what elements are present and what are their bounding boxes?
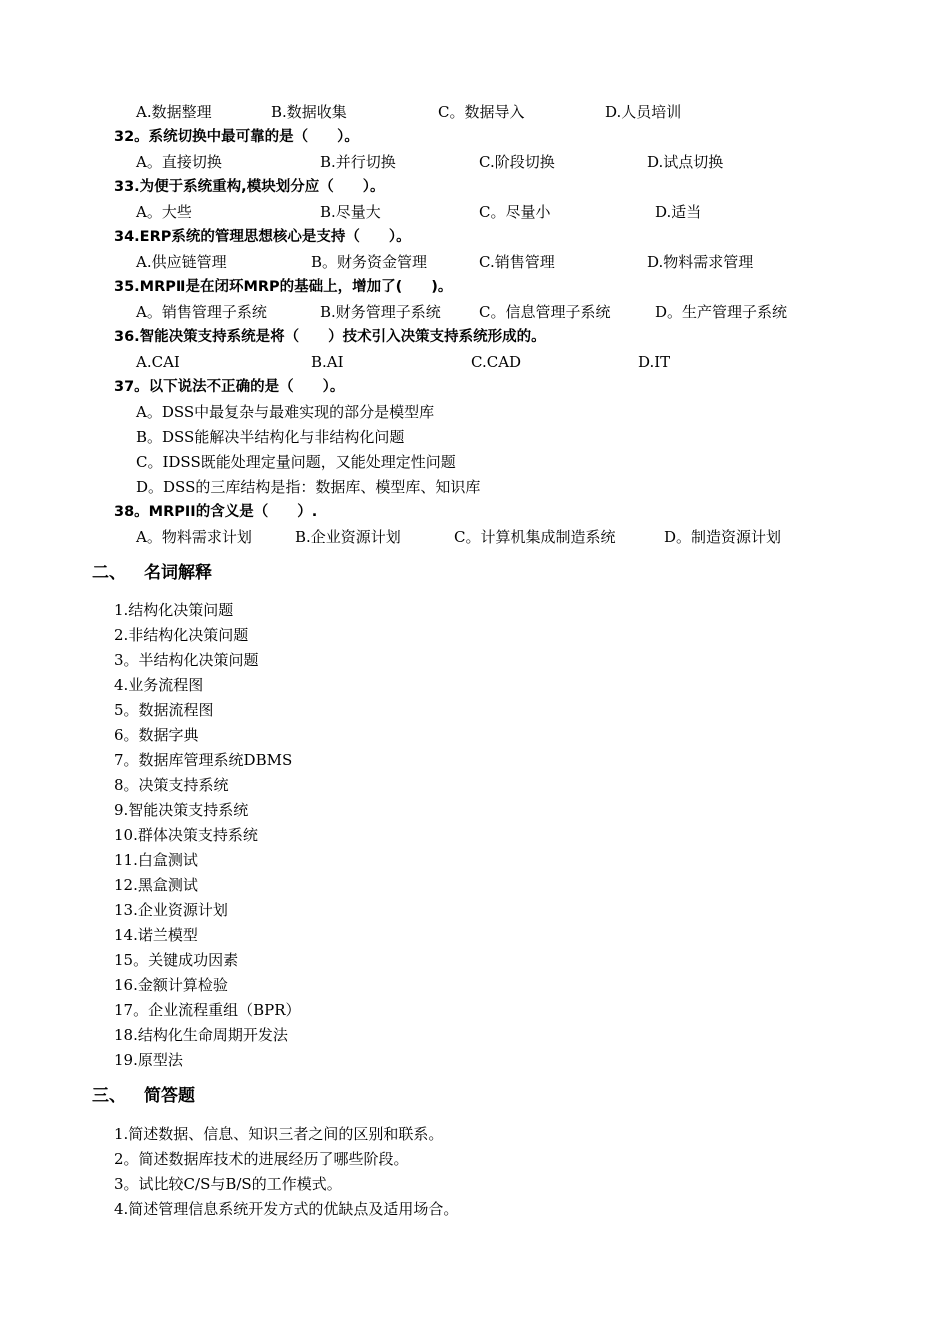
q31-option-a: A.数据整理 xyxy=(136,103,212,121)
q33-option-b: B.尽量大 xyxy=(320,203,381,221)
q32-option-d: D.试点切换 xyxy=(647,153,724,171)
term-18: 18.结构化生命周期开发法 xyxy=(114,1026,288,1044)
q37-option-b: B。DSS能解决半结构化与非结构化问题 xyxy=(136,428,405,446)
q38-option-b: B.企业资源计划 xyxy=(295,528,401,546)
q36-option-a: A.CAI xyxy=(136,353,180,371)
q31-option-c: C。数据导入 xyxy=(438,103,525,121)
q35-option-d: D。生产管理子系统 xyxy=(655,303,788,321)
term-8: 8。决策支持系统 xyxy=(114,776,229,794)
question-37: 37。以下说法不正确的是（ ）。 xyxy=(114,379,345,395)
term-12: 12.黑盒测试 xyxy=(114,876,198,894)
term-14: 14.诺兰模型 xyxy=(114,926,198,944)
term-2: 2.非结构化决策问题 xyxy=(114,626,249,644)
term-13: 13.企业资源计划 xyxy=(114,901,228,919)
short-answer-4: 4.简述管理信息系统开发方式的优缺点及适用场合。 xyxy=(114,1200,459,1218)
q35-option-c: C。信息管理子系统 xyxy=(479,303,611,321)
q34-option-a: A.供应链管理 xyxy=(136,253,227,271)
q33-option-c: C。尽量小 xyxy=(479,203,551,221)
q32-option-c: C.阶段切换 xyxy=(479,153,555,171)
q31-option-d: D.人员培训 xyxy=(605,103,682,121)
section-2-title: 名词解释 xyxy=(144,563,212,583)
q37-option-c: C。IDSS既能处理定量问题，又能处理定性问题 xyxy=(136,453,456,471)
term-10: 10.群体决策支持系统 xyxy=(114,826,258,844)
q37-option-d: D。DSS的三库结构是指：数据库、模型库、知识库 xyxy=(136,478,481,496)
q35-option-b: B.财务管理子系统 xyxy=(320,303,441,321)
section-3-number: 三、 xyxy=(92,1086,126,1106)
question-33: 33.为便于系统重构,模块划分应（ ）。 xyxy=(114,179,385,195)
section-2-number: 二、 xyxy=(92,563,126,583)
term-4: 4.业务流程图 xyxy=(114,676,204,694)
q31-option-b: B.数据收集 xyxy=(271,103,347,121)
term-1: 1.结构化决策问题 xyxy=(114,601,234,619)
section-2-heading xyxy=(92,562,212,584)
short-answer-2: 2。简述数据库技术的进展经历了哪些阶段。 xyxy=(114,1150,409,1168)
term-7: 7。数据库管理系统DBMS xyxy=(114,751,293,769)
term-6: 6。数据字典 xyxy=(114,726,199,744)
question-34: 34.ERP系统的管理思想核心是支持（ ）。 xyxy=(114,229,411,245)
q38-option-a: A。物料需求计划 xyxy=(136,528,252,546)
question-38: 38。MRPII的含义是（ ）. xyxy=(114,504,318,520)
q34-option-d: D.物料需求管理 xyxy=(647,253,754,271)
q36-option-c: C.CAD xyxy=(471,353,522,371)
short-answer-3: 3。试比较C/S与B/S的工作模式。 xyxy=(114,1175,342,1193)
q32-option-b: B.并行切换 xyxy=(320,153,396,171)
q33-option-a: A。大些 xyxy=(136,203,192,221)
question-36: 36.智能决策支持系统是将（ ）技术引入决策支持系统形成的。 xyxy=(114,329,546,345)
term-9: 9.智能决策支持系统 xyxy=(114,801,249,819)
section-3-heading xyxy=(92,1085,195,1107)
q36-option-b: B.AI xyxy=(311,353,344,371)
q38-option-c: C。计算机集成制造系统 xyxy=(454,528,616,546)
q32-option-a: A。直接切换 xyxy=(136,153,222,171)
term-16: 16.金额计算检验 xyxy=(114,976,228,994)
q38-option-d: D。制造资源计划 xyxy=(664,528,782,546)
term-15: 15。关键成功因素 xyxy=(114,951,239,969)
term-19: 19.原型法 xyxy=(114,1051,183,1069)
section-3-title: 简答题 xyxy=(144,1086,195,1106)
term-17: 17。企业流程重组（BPR） xyxy=(114,1001,301,1019)
q37-option-a: A。DSS中最复杂与最难实现的部分是模型库 xyxy=(136,403,435,421)
q36-option-d: D.IT xyxy=(638,353,671,371)
term-3: 3。半结构化决策问题 xyxy=(114,651,259,669)
short-answer-1: 1.简述数据、信息、知识三者之间的区别和联系。 xyxy=(114,1125,444,1143)
question-35: 35.MRPⅡ是在闭环MRP的基础上，增加了( )。 xyxy=(114,279,453,295)
q35-option-a: A。销售管理子系统 xyxy=(136,303,267,321)
q33-option-d: D.适当 xyxy=(655,203,702,221)
term-11: 11.白盒测试 xyxy=(114,851,198,869)
term-5: 5。数据流程图 xyxy=(114,701,214,719)
q34-option-b: B。财务资金管理 xyxy=(311,253,428,271)
question-32: 32。系统切换中最可靠的是（ ）。 xyxy=(114,129,359,145)
q34-option-c: C.销售管理 xyxy=(479,253,555,271)
